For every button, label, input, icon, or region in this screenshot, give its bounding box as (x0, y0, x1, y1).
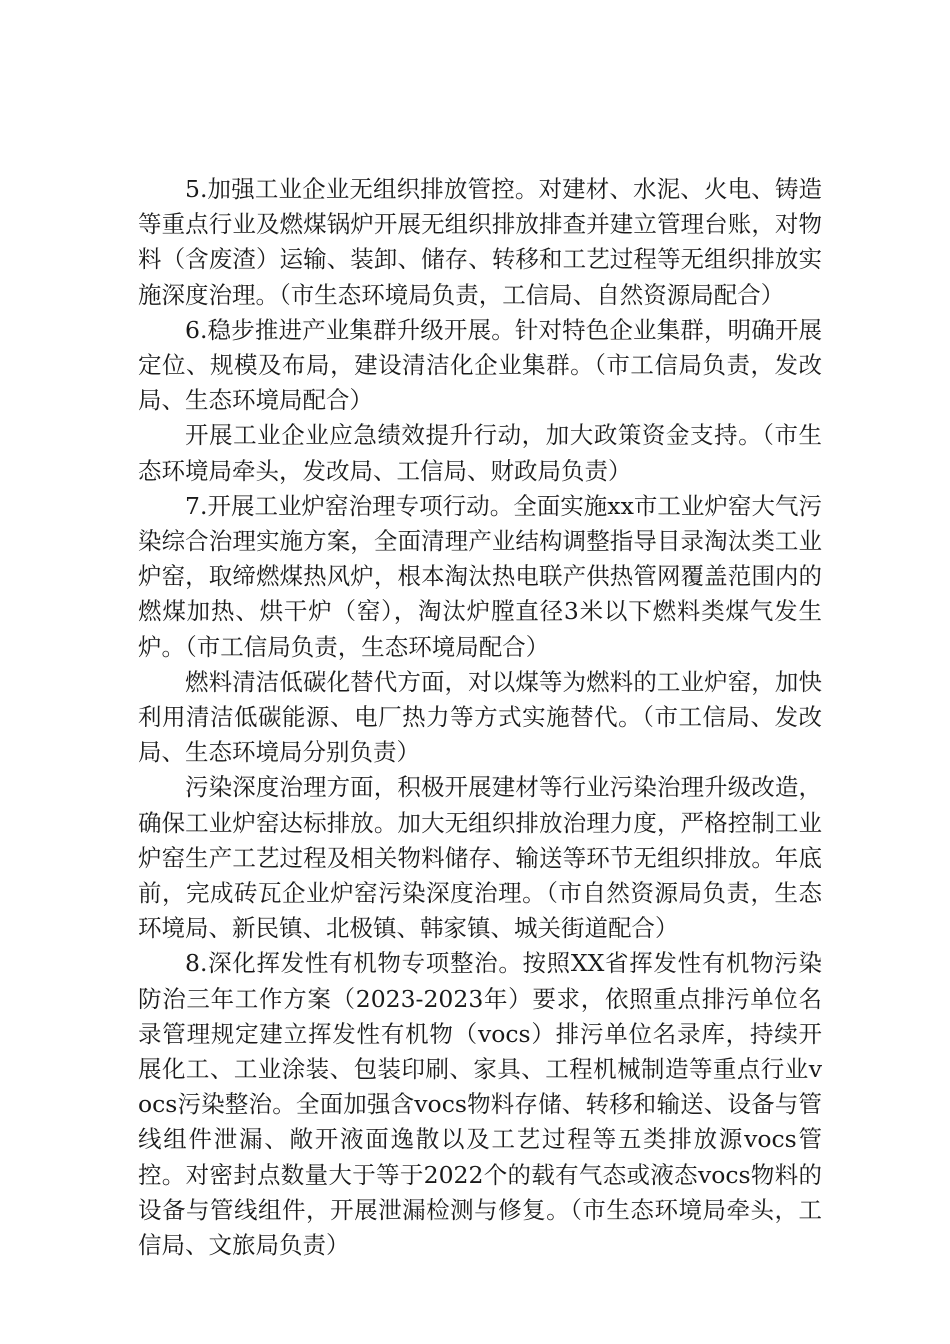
paragraph-fuel-substitution: 燃料清洁低碳化替代方面，对以煤等为燃料的工业炉窑，加快利用清洁低碳能源、电厂热力等方式实施替代。（市工信局、发改局、生态环境局分别负责） (138, 667, 822, 767)
paragraph-item-5: 5.加强工业企业无组织排放管控。对建材、水泥、火电、铸造等重点行业及燃煤锅炉开展无组织排放排查并建立管理台账，对物料（含废渣）运输、装卸、储存、转移和工艺过程等无组织排放实施深度治理。（市生态环境局负责，工信局、自然资源局配合） (138, 175, 822, 309)
paragraph-item-6: 6.稳步推进产业集群升级开展。针对特色企业集群，明确开展定位、规模及布局，建设清洁化企业集群。（市工信局负责，发改局、生态环境局配合） (138, 315, 822, 415)
paragraph-deep-treatment: 污染深度治理方面，积极开展建材等行业污染治理升级改造，确保工业炉窑达标排放。加大无组织排放治理力度，严格控制工业炉窑生产工艺过程及相关物料储存、输送等环节无组织排放。年底前，完成砖瓦企业炉窑污染深度治理。（市自然资源局负责，生态环境局、新民镇、北极镇、韩家镇、城关街道配合） (138, 773, 822, 943)
paragraph-item-7: 7.开展工业炉窑治理专项行动。全面实施xx市工业炉窑大气污染综合治理实施方案，全面清理产业结构调整指导目录淘汰类工业炉窑，取缔燃煤热风炉，根本淘汰热电联产供热管网覆盖范围内的燃煤加热、烘干炉（窑），淘汰炉膛直径3米以下燃料类煤气发生炉。（市工信局负责，生态环境局配合） (138, 491, 822, 661)
paragraph-item-8: 8.深化挥发性有机物专项整治。按照XX省挥发性有机物污染防治三年工作方案（2023-2023年）要求，依照重点排污单位名录管理规定建立挥发性有机物（vocs）排污单位名录库，持续开展化工、工业涂装、包装印刷、家具、工程机械制造等重点行业vocs污染整治。全面加强含vocs物料存储、转移和输送、设备与管线组件泄漏、敞开液面逸散以及工艺过程等五类排放源vocs管控。对密封点数量大于等于2022个的载有气态或液态vocs物料的设备与管线组件，开展泄漏检测与修复。（市生态环境局牵头，工信局、文旅局负责） (138, 949, 822, 1260)
paragraph-emergency-performance: 开展工业企业应急绩效提升行动，加大政策资金支持。（市生态环境局牵头，发改局、工信局、财政局负责） (138, 421, 822, 485)
document-body (138, 172, 822, 1263)
